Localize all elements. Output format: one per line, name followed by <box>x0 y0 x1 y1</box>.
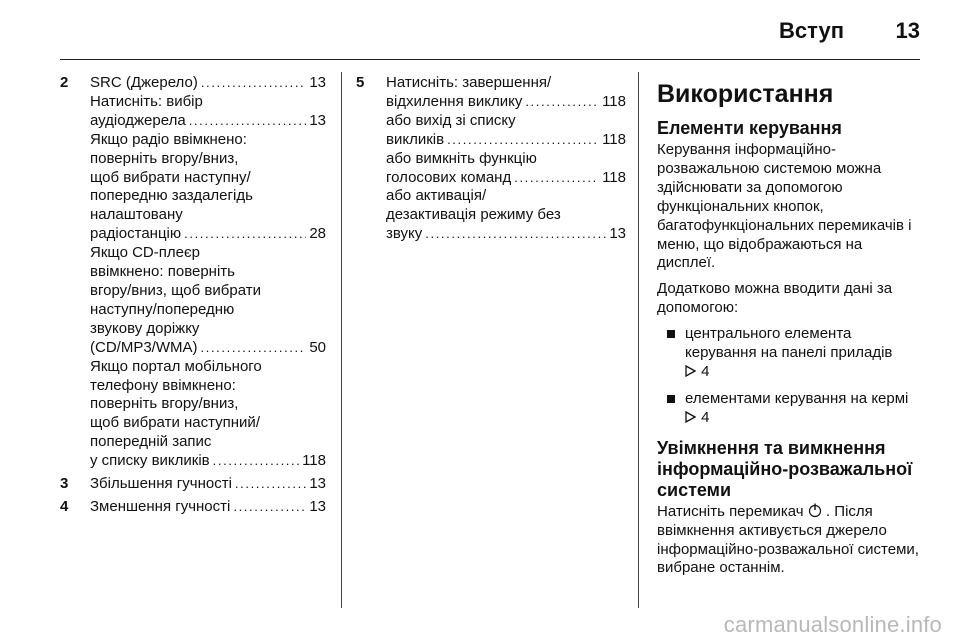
entry-line <box>90 339 326 358</box>
entry-line <box>90 187 326 206</box>
control-number: 5 <box>356 74 365 91</box>
entry-line <box>90 112 326 131</box>
entry-text: звукову доріжку <box>90 319 200 337</box>
page-reference[interactable]: 4 <box>701 362 710 380</box>
leader-dots <box>447 131 599 150</box>
entry-text: або активація/ <box>386 187 487 205</box>
entry-line <box>90 395 326 414</box>
page-reference[interactable]: 13 <box>309 497 326 515</box>
power-knob-icon <box>808 503 826 520</box>
entry-text: Якщо портал мобільного <box>90 357 262 375</box>
entry-text: Якщо радіо ввімкнено: <box>90 130 247 148</box>
entry-text: вгору/вниз, щоб вибрати <box>90 281 261 299</box>
entry-text: Натисніть: завершення/ <box>386 74 552 91</box>
entry-text: попередню заздалегідь <box>90 187 253 205</box>
page-reference[interactable]: 118 <box>602 92 626 110</box>
leader-dots <box>233 498 306 517</box>
triangle-right-icon <box>685 409 697 428</box>
control-entry <box>60 74 326 471</box>
entry-line <box>90 263 326 282</box>
leader-dots <box>235 475 306 494</box>
entry-text: відхилення виклику <box>386 92 523 110</box>
entry-line <box>386 150 626 169</box>
power-paragraph <box>657 503 922 579</box>
power-heading: Увімкнення та вимкнення інформаційно-розважальної системи <box>657 437 913 500</box>
leader-dots <box>514 169 599 188</box>
header-title: Вступ <box>779 18 844 43</box>
page-reference[interactable]: 28 <box>309 225 326 243</box>
entry-line <box>90 150 326 169</box>
column-usage <box>657 74 922 585</box>
entry-line <box>90 131 326 150</box>
page-reference[interactable]: 50 <box>309 338 326 356</box>
entry-line <box>386 169 626 188</box>
entry-text: аудіоджерела <box>90 111 186 129</box>
entry-line <box>90 377 326 396</box>
entry-line <box>386 131 626 150</box>
entry-text: щоб вибрати наступний/ <box>90 414 260 432</box>
entry-line <box>90 358 326 377</box>
entry-line <box>90 206 326 225</box>
entry-text: Зменшення гучності <box>90 497 231 515</box>
entry-line <box>386 112 626 131</box>
column-controls-list-1 <box>60 74 326 521</box>
entry-text: попередній запис <box>90 433 212 451</box>
control-entry <box>60 498 326 517</box>
entry-line <box>90 282 326 301</box>
column-divider-1 <box>341 72 342 608</box>
entry-line <box>90 433 326 452</box>
leader-dots <box>213 452 299 471</box>
entry-text: Збільшення гучності <box>90 475 232 493</box>
entry-line <box>386 187 626 206</box>
square-bullet-icon <box>667 330 675 338</box>
bullet-text: елементами керування на кермі <box>685 389 909 407</box>
header-rule <box>60 59 920 60</box>
square-bullet-icon <box>667 395 675 403</box>
controls-heading: Елементи керування <box>657 118 842 138</box>
bullet-text: центрального елемента керування на панелі приладів <box>685 325 893 362</box>
entry-line <box>90 74 326 93</box>
entry-text: ввімкнено: поверніть <box>90 263 235 281</box>
leader-dots <box>525 93 599 112</box>
page-reference[interactable]: 118 <box>602 130 626 148</box>
controls-paragraph-2: Додатково можна вводити дані за допомогою: <box>657 280 893 317</box>
entry-line <box>386 93 626 112</box>
control-number: 4 <box>60 497 69 515</box>
entry-line <box>90 498 326 517</box>
entry-text: SRC (Джерело) <box>90 74 198 91</box>
power-text-before: Натисніть перемикач <box>657 502 804 520</box>
control-number: 3 <box>60 475 69 493</box>
leader-dots <box>201 74 307 93</box>
entry-text: налаштовану <box>90 206 183 224</box>
power-text-after: . Після ввімкнення активується джерело інформаційно-розважальної системи, вибране останнім. <box>657 502 919 577</box>
entry-line <box>90 475 326 494</box>
leader-dots <box>184 225 306 244</box>
page-reference[interactable]: 13 <box>309 111 326 129</box>
page-reference[interactable]: 118 <box>302 452 326 470</box>
entry-line <box>386 74 626 93</box>
entry-line <box>90 452 326 471</box>
entry-line <box>90 244 326 263</box>
bullet-item <box>657 325 922 382</box>
page-reference[interactable]: 13 <box>609 225 626 243</box>
watermark: carmanualsonline.info <box>723 612 942 637</box>
entry-text: телефону ввімкнено: <box>90 376 236 394</box>
entry-text: поверніть вгору/вниз, <box>90 395 239 413</box>
entry-text: голосових команд <box>386 168 512 186</box>
bullet-item <box>657 390 922 428</box>
entry-text: у списку викликів <box>90 452 210 470</box>
entry-line <box>90 169 326 188</box>
entry-line <box>90 301 326 320</box>
entry-text: дезактивація режиму без <box>386 206 561 224</box>
entry-text: звуку <box>386 225 423 243</box>
page-number: 13 <box>895 18 920 43</box>
entry-line <box>90 320 326 339</box>
entry-line <box>386 225 626 244</box>
control-number: 2 <box>60 74 69 91</box>
column-controls-list-2 <box>356 74 626 248</box>
control-entry <box>60 475 326 494</box>
entry-text: радіостанцію <box>90 225 182 243</box>
page-reference[interactable]: 13 <box>309 74 326 91</box>
entry-text: (CD/MP3/WMA) <box>90 338 198 356</box>
entry-text: викликів <box>386 130 445 148</box>
page-reference[interactable]: 13 <box>309 475 326 493</box>
entry-line <box>386 206 626 225</box>
leader-dots <box>201 339 307 358</box>
entry-text: або вимкніть функцію <box>386 149 537 167</box>
entry-line <box>90 225 326 244</box>
entry-text: або вихід зі списку <box>386 111 516 129</box>
page-reference[interactable]: 4 <box>701 408 710 426</box>
page-reference[interactable]: 118 <box>602 168 626 186</box>
entry-text: Натисніть: вибір <box>90 92 203 110</box>
controls-paragraph-1: Керування інформаційно-розважальною системою можна здійснювати за допомогою функціональних кнопок, багатофункціональних перемикачів і меню, що відображаються на дисплеї. <box>657 141 912 272</box>
entry-line <box>90 414 326 433</box>
control-entry <box>356 74 626 244</box>
entry-line <box>90 93 326 112</box>
entry-text: поверніть вгору/вниз, <box>90 149 239 167</box>
section-title: Використання <box>657 80 834 108</box>
entry-text: Якщо CD-плеєр <box>90 244 200 262</box>
column-divider-2 <box>638 72 639 608</box>
entry-text: щоб вибрати наступну/ <box>90 168 251 186</box>
leader-dots <box>189 112 307 131</box>
entry-text: наступну/попередню <box>90 300 235 318</box>
triangle-right-icon <box>685 363 697 382</box>
leader-dots <box>425 225 606 244</box>
